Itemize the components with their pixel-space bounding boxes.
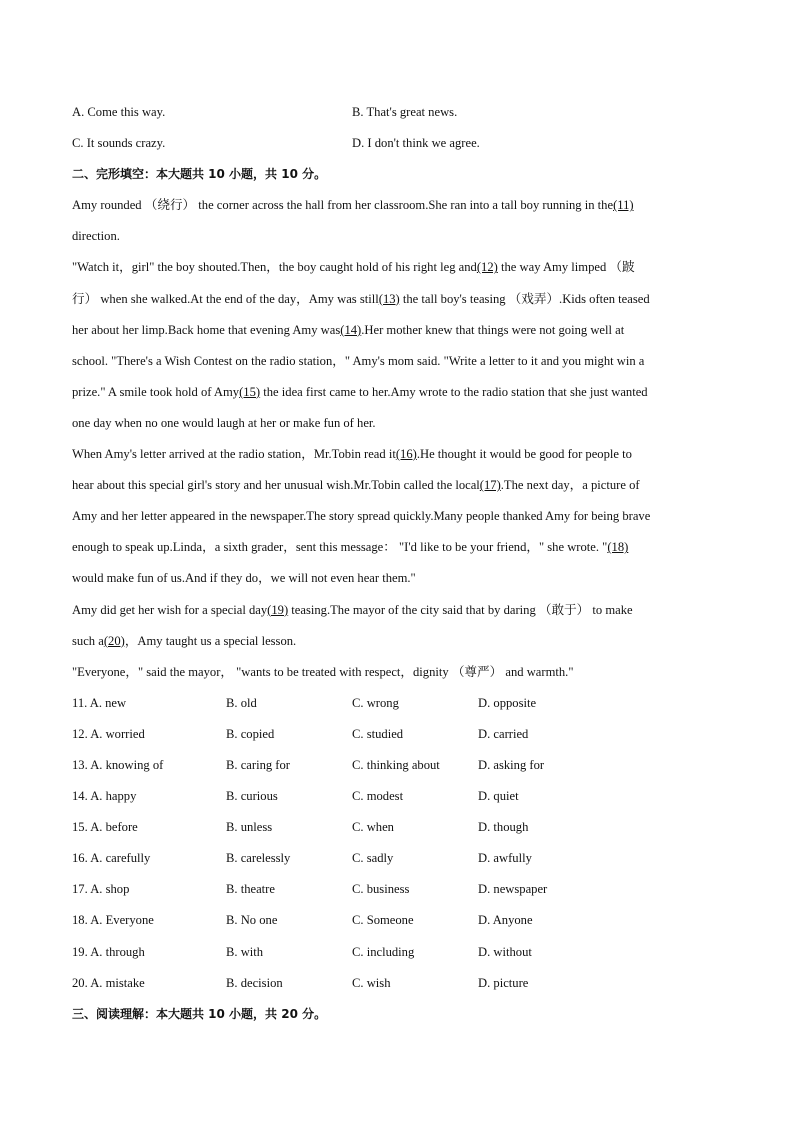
choice-c: C. wish [352,975,391,990]
passage-line [72,377,722,408]
passage-text: Amy did get her wish for a special day [72,602,268,617]
choice-b: B. No one [226,913,278,928]
passage-line [72,532,722,563]
choice-c: C. including [352,944,415,959]
blank-number: (14) [340,322,362,337]
choice-a: 17. A. shop [72,882,130,897]
passage-text: prize." A smile took hold of Amy [72,384,240,399]
choice-d: D. asking for [478,757,545,772]
blank-number: (17) [479,478,501,493]
question-row [72,750,722,781]
choice-d: D. opposite [478,695,537,710]
passage-text: the tall boy's teasing （戏弄）.Kids often teased [399,291,650,306]
passage-text: enough to speak up.Linda，a sixth grader，sent this message： "I'd like to be your friend，" she wrote. " [72,540,608,555]
option-b: B. That's great news. [352,105,458,119]
passage-text: When Amy's letter arrived at the radio station，Mr.Tobin read it [72,447,396,462]
choice-c: C. sadly [352,851,394,866]
blank-number: (19) [267,602,289,617]
choice-a: 18. A. Everyone [72,913,154,928]
choice-c: C. when [352,820,394,835]
question-row [72,905,722,936]
passage-line [72,190,722,221]
question-row [72,812,722,843]
passage-line [72,626,722,657]
choice-d: D. without [478,944,532,959]
question-row [72,968,722,999]
option-a: A. Come this way. [72,105,166,119]
passage-text: .He thought it would be good for people to [416,447,632,462]
passage-line [72,501,722,532]
section-heading-cloze: 二、完形填空：本大题共 10 小题，共 10 分。 [72,167,327,182]
passage-line [72,346,722,377]
choice-a: 12. A. worried [72,726,145,741]
choice-d: D. picture [478,975,529,990]
option-row [72,128,722,159]
choice-b: B. curious [226,789,278,804]
choice-b: B. with [226,944,264,959]
passage-text: school. "There's a Wish Contest on the radio station，" Amy's mom said. "Write a letter to it and you might win a [72,353,645,368]
blank-number: (15) [239,384,261,399]
question-row [72,843,722,874]
question-row [72,781,722,812]
question-row [72,874,722,905]
passage-text: ，Amy taught us a special lesson. [124,633,297,648]
choice-d: D. carried [478,726,529,741]
passage-line [72,284,722,315]
blank-number: (18) [607,540,629,555]
section-heading-reading: 三、阅读理解：本大题共 10 小题，共 20 分。 [72,1006,327,1021]
passage-text: the way Amy limped （跛 [497,260,635,275]
passage-text: such a [72,633,104,648]
passage-text: would make fun of us.And if they do，we will not even hear them." [72,571,416,586]
exam-page [72,97,722,1030]
choice-d: D. though [478,820,529,835]
choice-c: C. studied [352,726,404,741]
choice-b: B. caring for [226,757,290,772]
cloze-questions [72,688,722,999]
passage-line [72,221,722,252]
choice-b: B. decision [226,975,283,990]
passage-line [72,439,722,470]
choice-c: C. Someone [352,913,414,928]
question-row [72,719,722,750]
blank-number: (12) [476,260,498,275]
choice-d: D. quiet [478,789,519,804]
option-c: C. It sounds crazy. [72,136,166,151]
blank-number: (16) [395,447,417,462]
passage-line [72,252,722,283]
passage-line [72,657,722,688]
passage-line [72,563,722,594]
question-row [72,688,722,719]
choice-b: B. carelessly [226,851,291,866]
choice-b: B. copied [226,726,275,741]
choice-d: D. awfully [478,851,532,866]
passage-text: "Everyone，" said the mayor， "wants to be treated with respect，dignity （尊严） and warmth." [72,664,574,679]
choice-a: 15. A. before [72,820,138,835]
passage-text: .The next day，a picture of [500,478,640,493]
choice-a: 19. A. through [72,944,145,959]
passage-text: 行） when she walked.At the end of the day，Amy was still [72,291,379,306]
choice-a: 20. A. mistake [72,975,145,990]
choice-b: B. theatre [226,882,275,897]
option-row [72,97,722,128]
cloze-passage [72,190,722,688]
passage-line [72,595,722,626]
blank-number: (13) [378,291,400,306]
choice-d: D. newspaper [478,882,548,897]
passage-text: hear about this special girl's story and her unusual wish.Mr.Tobin called the local [72,478,480,493]
passage-text: .Her mother knew that things were not going well at [361,322,625,337]
passage-line [72,470,722,501]
choice-c: C. modest [352,789,404,804]
passage-text: "Watch it，girl" the boy shouted.Then，the boy caught hold of his right leg and [72,260,477,275]
passage-line [72,315,722,346]
choice-a: 13. A. knowing of [72,757,164,772]
question-row [72,937,722,968]
passage-text: Amy and her letter appeared in the newspaper.The story spread quickly.Many people thanked Amy for being brave [72,509,651,524]
choice-b: B. unless [226,820,273,835]
choice-b: B. old [226,695,257,710]
choice-c: C. business [352,882,410,897]
passage-text: teasing.The mayor of the city said that by daring （敢于） to make [288,602,633,617]
option-d: D. I don't think we agree. [352,136,480,151]
choice-d: D. Anyone [478,913,533,928]
passage-text: one day when no one would laugh at her or make fun of her. [72,415,376,430]
blank-number: (20) [103,633,125,648]
passage-text: direction. [72,229,120,244]
passage-text: the idea first came to her.Amy wrote to the radio station that she just wanted [260,384,648,399]
passage-text: Amy rounded （绕行） the corner across the hall from her classroom.She ran into a tall boy running in the [72,198,614,213]
choice-c: C. wrong [352,695,399,710]
choice-a: 16. A. carefully [72,851,151,866]
passage-text: her about her limp.Back home that evening Amy was [72,322,341,337]
choice-a: 11. A. new [72,695,127,710]
passage-line [72,408,722,439]
blank-number: (11) [613,198,634,213]
choice-c: C. thinking about [352,757,440,772]
choice-a: 14. A. happy [72,789,137,804]
